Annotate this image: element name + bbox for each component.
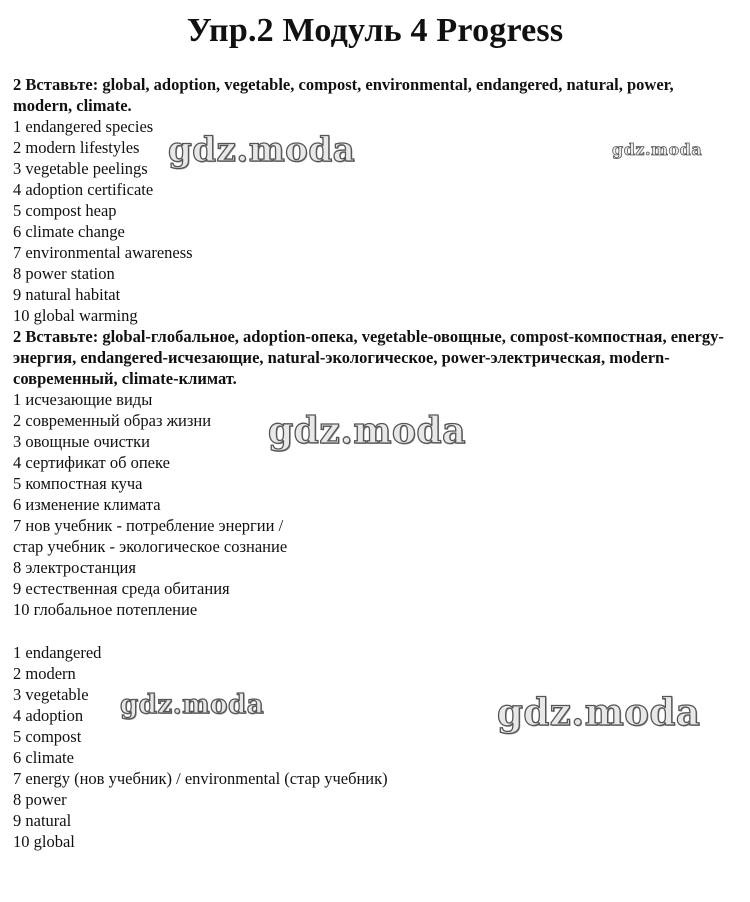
list-item: 8 электростанция: [13, 558, 136, 577]
list-item: 7 energy (нов учебник) / environmental (стар учебник): [13, 769, 388, 788]
list-item: стар учебник - экологическое сознание: [13, 537, 288, 556]
list-item: 5 компостная куча: [13, 474, 143, 493]
watermark: gdz.moda: [612, 140, 703, 159]
section-short-answers: [13, 642, 733, 852]
list-item: 8 power station: [13, 264, 115, 283]
list-item: 9 естественная среда обитания: [13, 579, 230, 598]
list-item: 3 овощные очистки: [13, 432, 150, 451]
list-item: 10 global: [13, 832, 75, 851]
section-heading: 2 Вставьте: global-глобальное, adoption-опека, vegetable-овощные, compost-компостная, energy-энергия, endangered-исчезающие, natural-экологическое, power-электрическая, modern-современный, climate-климат.: [13, 327, 724, 388]
list-item: 10 global warming: [13, 306, 138, 325]
list-item: 2 modern lifestyles: [13, 138, 140, 157]
list-item: 7 environmental awareness: [13, 243, 193, 262]
watermark: gdz.moda: [168, 130, 356, 170]
list-item: 1 endangered species: [13, 117, 154, 136]
section-heading: 2 Вставьте: global, adoption, vegetable, compost, environmental, endangered, natural, power, modern, climate.: [13, 75, 674, 115]
list-item: 4 adoption certificate: [13, 180, 154, 199]
list-item: 4 adoption: [13, 706, 84, 725]
list-item: 5 compost: [13, 727, 82, 746]
list-item: 4 сертификат об опеке: [13, 453, 170, 472]
list-item: 8 power: [13, 790, 67, 809]
list-item: 3 vegetable: [13, 685, 89, 704]
list-item: 10 глобальное потепление: [13, 600, 198, 619]
page-title: Упр.2 Модуль 4 Progress: [186, 12, 564, 49]
section-russian-translation: [13, 326, 733, 620]
list-item: 1 исчезающие виды: [13, 390, 153, 409]
list-item: 1 endangered: [13, 643, 102, 662]
section-english-answers: [13, 74, 733, 326]
watermark: gdz.moda: [120, 690, 265, 720]
list-item: 5 compost heap: [13, 201, 117, 220]
list-item: 7 нов учебник - потребление энергии /: [13, 516, 284, 535]
list-item: 9 natural: [13, 811, 72, 830]
list-item: 2 современный образ жизни: [13, 411, 212, 430]
list-item: 3 vegetable peelings: [13, 159, 148, 178]
list-item: 9 natural habitat: [13, 285, 121, 304]
watermark: gdz.moda: [497, 690, 701, 734]
list-item: 2 modern: [13, 664, 76, 683]
watermark: gdz.moda: [268, 410, 466, 452]
list-item: 6 climate change: [13, 222, 125, 241]
list-item: 6 climate: [13, 748, 74, 767]
list-item: 6 изменение климата: [13, 495, 161, 514]
